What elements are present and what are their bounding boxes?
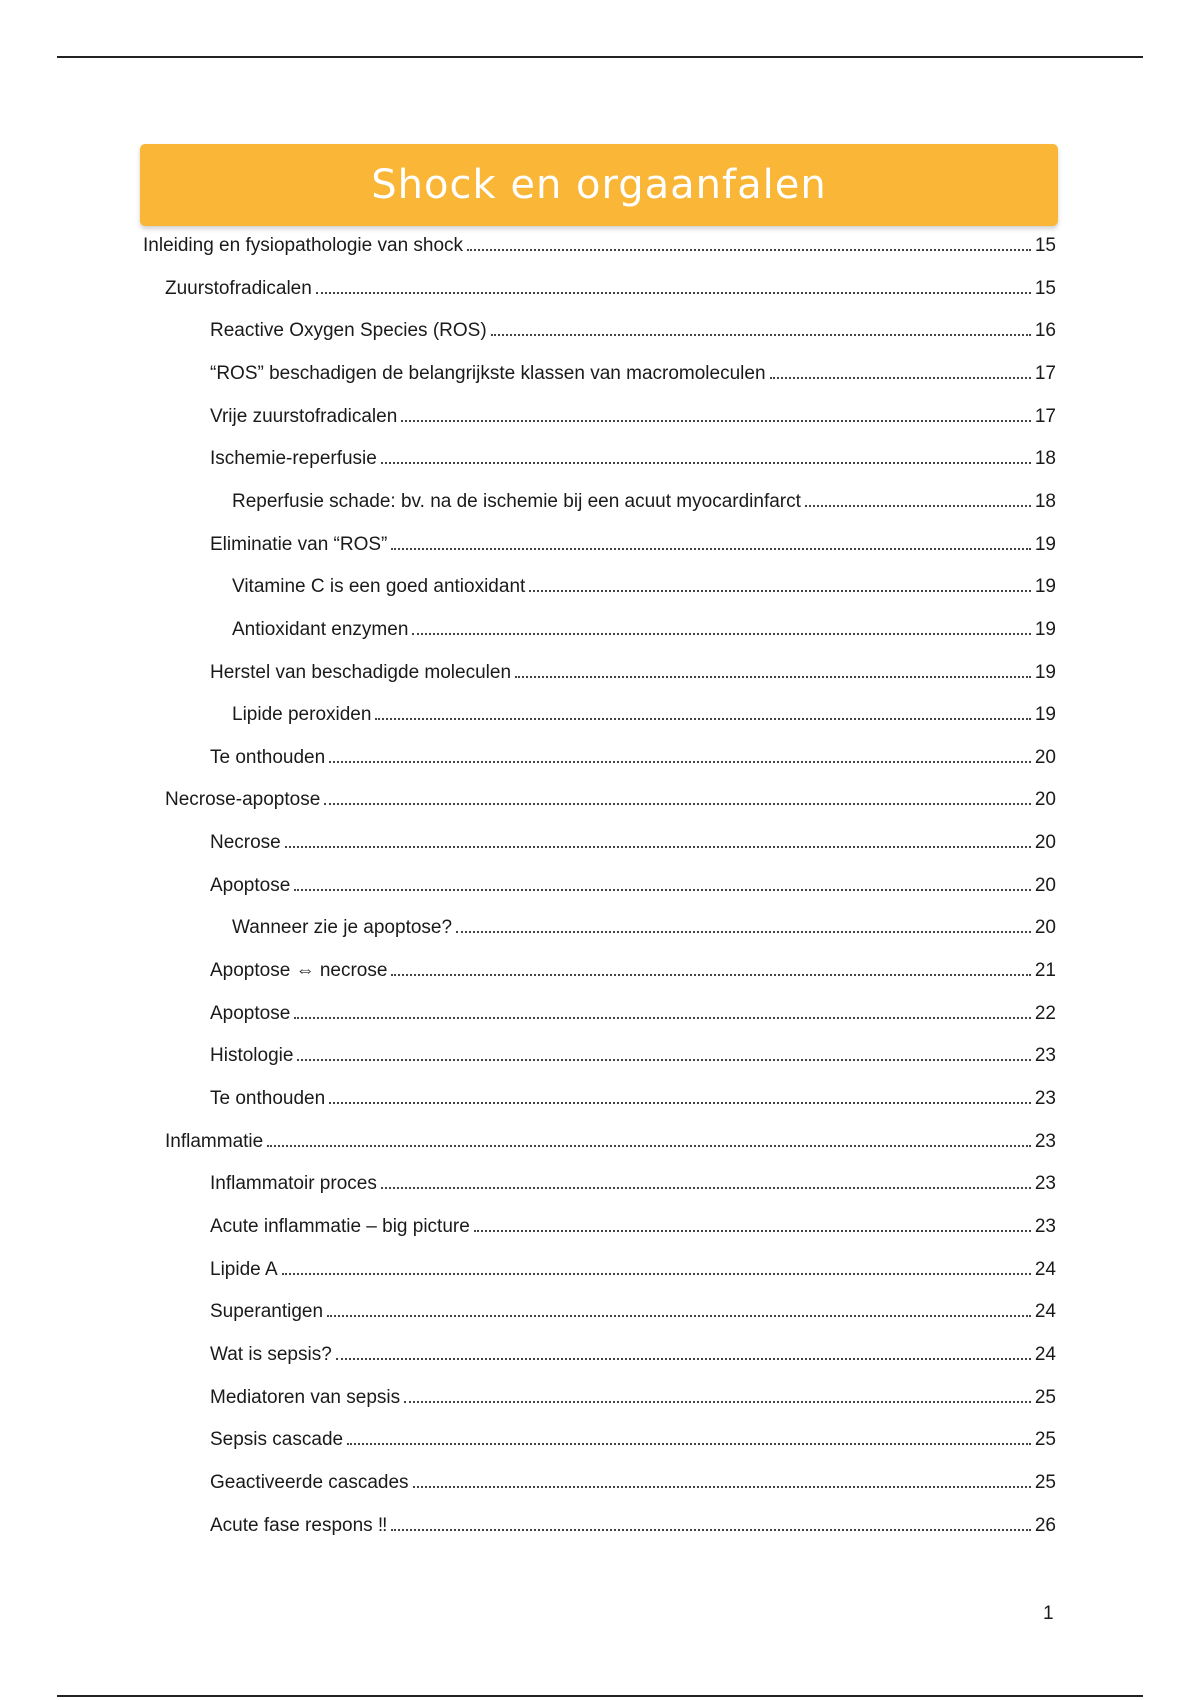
toc-entry-label: Necrose-apoptose <box>165 789 321 810</box>
toc-dot-leader <box>297 1037 1030 1061</box>
toc-entry[interactable] <box>210 1421 1056 1450</box>
toc-entry[interactable] <box>210 1507 1056 1536</box>
toc-dot-leader <box>329 739 1031 763</box>
toc-dot-leader <box>324 781 1031 805</box>
toc-entry[interactable] <box>165 781 1056 810</box>
toc-entry-label: Inleiding en fysiopathologie van shock <box>143 235 464 256</box>
toc-entry-page: 19 <box>1034 662 1056 683</box>
toc-dot-leader <box>327 1293 1031 1317</box>
toc-entry[interactable] <box>232 568 1056 597</box>
toc-entry-page: 19 <box>1034 619 1056 640</box>
toc-entry-label: Acute fase respons ‼ <box>210 1515 388 1536</box>
toc-entry-label: Wat is sepsis? <box>210 1344 332 1365</box>
toc-entry-label: Apoptose <box>210 875 291 896</box>
toc-entry-label: Inflammatoir proces <box>210 1173 377 1194</box>
toc-entry-label: Antioxidant enzymen <box>232 619 409 640</box>
toc-entry-page: 23 <box>1034 1045 1056 1066</box>
toc-entry-label: Necrose <box>210 832 281 853</box>
toc-entry[interactable] <box>210 526 1056 555</box>
toc-entry[interactable] <box>210 1293 1056 1322</box>
toc-entry-page: 15 <box>1034 278 1056 299</box>
toc-dot-leader <box>391 526 1030 550</box>
toc-entry-label: Geactiveerde cascades <box>210 1472 409 1493</box>
toc-entry-label: Eliminatie van “ROS” <box>210 534 388 555</box>
toc-entry-page: 23 <box>1034 1088 1056 1109</box>
toc-entry-label: “ROS” beschadigen de belangrijkste klassen van macromoleculen <box>210 363 766 384</box>
toc-entry-label: Herstel van beschadigde moleculen <box>210 662 512 683</box>
toc-entry-label: Superantigen <box>210 1301 324 1322</box>
toc-entry-page: 20 <box>1034 747 1056 768</box>
toc-dot-leader <box>375 696 1030 720</box>
toc-dot-leader <box>805 483 1031 507</box>
toc-entry-page: 24 <box>1034 1259 1056 1280</box>
toc-entry-label: Inflammatie <box>165 1131 264 1152</box>
toc-entry[interactable] <box>210 1379 1056 1408</box>
footer-rule <box>57 1695 1143 1697</box>
toc-dot-leader <box>491 312 1031 336</box>
toc-dot-leader <box>316 270 1031 294</box>
toc-entry-label: Mediatoren van sepsis <box>210 1387 401 1408</box>
toc-entry-page: 23 <box>1034 1173 1056 1194</box>
toc-entry-label: Reperfusie schade: bv. na de ischemie bij een acuut myocardinfarct <box>232 491 801 512</box>
toc-dot-leader <box>770 355 1031 379</box>
toc-entry-page: 25 <box>1034 1429 1056 1450</box>
toc-dot-leader <box>347 1421 1031 1445</box>
toc-entry[interactable] <box>210 1208 1056 1237</box>
toc-entry-label: Histologie <box>210 1045 294 1066</box>
toc-entry[interactable] <box>143 227 1056 256</box>
toc-entry-page: 19 <box>1034 576 1056 597</box>
toc-dot-leader <box>474 1208 1031 1232</box>
toc-dot-leader <box>329 1080 1031 1104</box>
toc-entry-label: Te onthouden <box>210 1088 326 1109</box>
toc-dot-leader <box>529 568 1031 592</box>
toc-entry-page: 23 <box>1034 1131 1056 1152</box>
toc-entry[interactable] <box>210 739 1056 768</box>
toc-entry[interactable] <box>210 824 1056 853</box>
toc-entry-page: 18 <box>1034 491 1056 512</box>
toc-entry[interactable] <box>232 611 1056 640</box>
toc-dot-leader <box>391 1507 1030 1531</box>
toc-entry-label: Vitamine C is een goed antioxidant <box>232 576 526 597</box>
toc-entry-page: 20 <box>1034 875 1056 896</box>
page-number: 1 <box>1043 1603 1054 1624</box>
toc-dot-leader <box>404 1379 1031 1403</box>
toc-dot-leader <box>282 1251 1031 1275</box>
toc-entry-page: 16 <box>1034 320 1056 341</box>
toc-entry[interactable] <box>210 398 1056 427</box>
toc-dot-leader <box>412 611 1030 635</box>
toc-entry[interactable] <box>210 654 1056 683</box>
toc-entry-page: 17 <box>1034 363 1056 384</box>
toc-dot-leader <box>381 1165 1031 1189</box>
toc-entry[interactable] <box>232 909 1056 938</box>
toc-entry-page: 24 <box>1034 1301 1056 1322</box>
toc-dot-leader <box>467 227 1031 251</box>
toc-entry[interactable] <box>210 1251 1056 1280</box>
toc-entry[interactable] <box>210 995 1056 1024</box>
toc-entry[interactable] <box>210 312 1056 341</box>
toc-dot-leader <box>336 1336 1031 1360</box>
toc-entry-page: 20 <box>1034 832 1056 853</box>
toc-dot-leader <box>294 867 1031 891</box>
toc-dot-leader <box>294 995 1031 1019</box>
toc-entry[interactable] <box>210 1336 1056 1365</box>
toc-entry-page: 21 <box>1034 960 1056 981</box>
toc-entry-page: 22 <box>1034 1003 1056 1024</box>
toc-entry[interactable] <box>165 1123 1056 1152</box>
toc-entry-page: 20 <box>1034 917 1056 938</box>
toc-entry[interactable] <box>210 440 1056 469</box>
toc-entry-page: 17 <box>1034 406 1056 427</box>
toc-entry-label: Wanneer zie je apoptose? <box>232 917 453 938</box>
toc-entry-page: 25 <box>1034 1472 1056 1493</box>
toc-entry[interactable] <box>210 1080 1056 1109</box>
toc-entry-page: 15 <box>1034 235 1056 256</box>
toc-dot-leader <box>267 1123 1031 1147</box>
toc-dot-leader <box>515 654 1031 678</box>
toc-entry-page: 19 <box>1034 534 1056 555</box>
toc-entry-label: Lipide A <box>210 1259 278 1280</box>
toc-entry-page: 19 <box>1034 704 1056 725</box>
toc-entry-page: 20 <box>1034 789 1056 810</box>
toc-dot-leader <box>285 824 1031 848</box>
toc-dot-leader <box>401 398 1031 422</box>
toc-dot-leader <box>381 440 1031 464</box>
toc-entry[interactable] <box>210 1037 1056 1066</box>
toc-entry-label: Zuurstofradicalen <box>165 278 312 299</box>
toc-entry[interactable] <box>210 355 1056 384</box>
toc-entry[interactable] <box>232 483 1056 512</box>
toc-entry-label: Sepsis cascade <box>210 1429 344 1450</box>
toc-entry-label: Vrije zuurstofradicalen <box>210 406 398 427</box>
toc-entry[interactable] <box>210 1464 1056 1493</box>
toc-entry[interactable] <box>210 952 1056 981</box>
toc-entry[interactable] <box>210 1165 1056 1194</box>
toc-entry-label: Ischemie-reperfusie <box>210 448 377 469</box>
toc-entry[interactable] <box>232 696 1056 725</box>
toc-entry-page: 18 <box>1034 448 1056 469</box>
toc-entry-label: Lipide peroxiden <box>232 704 372 725</box>
toc-dot-leader <box>413 1464 1031 1488</box>
toc-entry[interactable] <box>165 270 1056 299</box>
toc-entry-label: Apoptose ⇔ necrose <box>210 960 388 981</box>
toc-entry[interactable] <box>210 867 1056 896</box>
toc-entry-page: 25 <box>1034 1387 1056 1408</box>
toc-entry-label: Reactive Oxygen Species (ROS) <box>210 320 487 341</box>
toc-entry-page: 23 <box>1034 1216 1056 1237</box>
document-title: Shock en orgaanfalen <box>371 162 827 208</box>
toc-entry-label: Apoptose <box>210 1003 291 1024</box>
toc-entry-page: 24 <box>1034 1344 1056 1365</box>
toc-dot-leader <box>456 909 1031 933</box>
toc-entry-page: 26 <box>1034 1515 1056 1536</box>
toc-entry-label: Acute inflammatie – big picture <box>210 1216 470 1237</box>
toc-entry-label: Te onthouden <box>210 747 326 768</box>
toc-dot-leader <box>391 952 1030 976</box>
